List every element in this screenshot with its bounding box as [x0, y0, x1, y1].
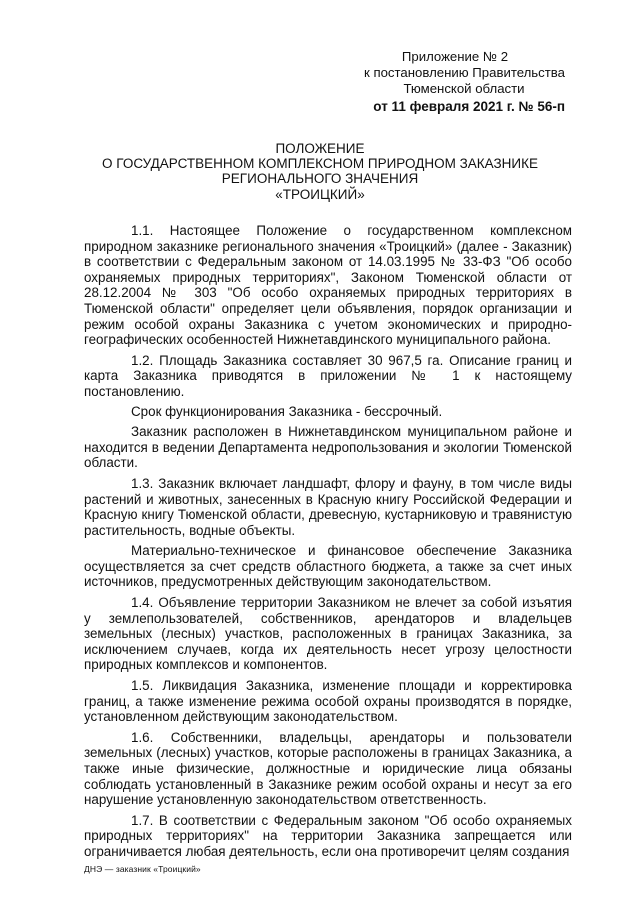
paragraph-1-1: 1.1. Настоящее Положение о государственном комплексном природном заказнике регионального значения «Троицкий» (далее - Заказник) в соответствии с Федеральным законом от 14.03.1995 № 33-ФЗ "Об особо охраняемых природных территориях", Законом Тюменской области от 28.12.2004 № 303 "Об особо охраняемых природных территориях в Тюменской области" определяет цели объявления, порядок организации и режим особой охраны Заказника с учетом экономических и природно-географических особенностей Нижнетавдинского муниципального района.: [84, 223, 572, 348]
paragraph-location: Заказник расположен в Нижнетавдинском муниципальном районе и находится в ведении Департамента недропользования и экологии Тюменской области.: [84, 424, 572, 471]
title-line-3: РЕГИОНАЛЬНОГО ЗНАЧЕНИЯ: [221, 171, 419, 187]
title-line-1: ПОЛОЖЕНИЕ: [275, 141, 365, 156]
paragraph-1-4: 1.4. Объявление территории Заказником не влечет за собой изъятия у землепользователей, собственников, арендаторов и владельцев земельных (лесных) участков, расположенных в границах Заказника, за исключением случаев, когда их деятельность несет угрозу целостности природных комплексов и компонентов.: [84, 595, 572, 673]
paragraph-1-5: 1.5. Ликвидация Заказника, изменение площади и корректировка границ, а также изменение режима особой охраны производятся в порядке, установленном действующим законодательством.: [84, 678, 572, 725]
paragraph-1-2: 1.2. Площадь Заказника составляет 30 967,5 га. Описание границ и карта Заказника приводятся в приложении № 1 к настоящему постановлению.: [84, 352, 572, 399]
paragraph-funding: Материально-техническое и финансовое обеспечение Заказника осуществляется за счет средств областного бюджета, а также за счет иных источников, предусмотренных действующим законодательством.: [84, 543, 572, 590]
document-body: [84, 223, 572, 865]
page-footer: ДНЭ — заказник «Троицкий»: [84, 864, 201, 874]
document-title: [80, 141, 560, 202]
paragraph-1-3: 1.3. Заказник включает ландшафт, флору и фауну, в том числе виды растений и животных, занесенных в Красную книгу Российской Федерации и Красную книгу Тюменской области, древесную, кустарниковую и травянистую растительность, водные объекты.: [84, 475, 572, 538]
paragraph-1-7: 1.7. В соответствии с Федеральным законом "Об особо охраняемых природных территориях" на территории Заказника запрещается или ограничивается любая деятельность, если она противоречит целям создания: [84, 812, 572, 859]
paragraph-term: Срок функционирования Заказника - бессрочный.: [131, 403, 443, 419]
appendix-header: [305, 49, 565, 115]
title-line-4: «ТРОИЦКИЙ»: [275, 186, 365, 202]
appendix-number: Приложение № 2: [401, 49, 509, 64]
appendix-region: Тюменской области: [403, 81, 525, 96]
paragraph-1-6: 1.6. Собственники, владельцы, арендаторы и пользователи земельных (лесных) участков, которые расположены в границах Заказника, а также иные физические, должностные и юридические лица обязаны соблюдать установленный в Заказнике режим особой охраны и несут за его нарушение установленную законодательством ответственность.: [84, 729, 572, 808]
appendix-resolution-ref: к постановлению Правительства: [364, 65, 565, 80]
appendix-date-number: от 11 февраля 2021 г. № 56-п: [373, 99, 565, 114]
title-line-2: О ГОСУДАРСТВЕННОМ КОМПЛЕКСНОМ ПРИРОДНОМ ЗАКАЗНИКЕ: [102, 156, 538, 172]
